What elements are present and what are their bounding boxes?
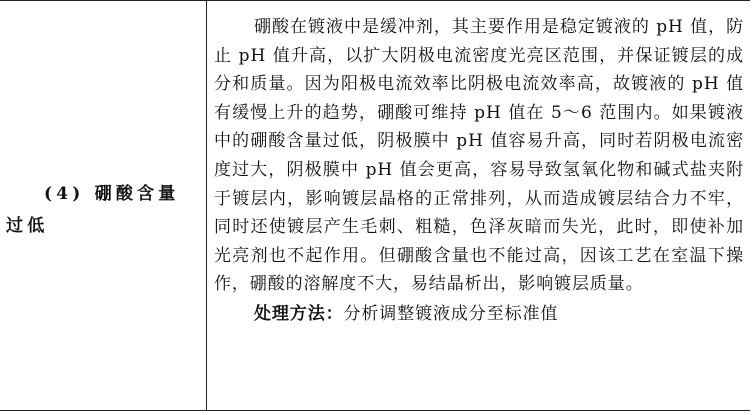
treatment-method (214, 299, 744, 329)
explanation-text: 硼酸在镀液中是缓冲剂，其主要作用是稳定镀液的 pH 值，防止 pH 值升高，以扩大阴极电流密度光亮区范围，并保证镀层的成分和质量。因为阳极电流效率比阴极电流效率高，故镀液的 pH 值有缓慢上升的趋势，硼酸可维持 pH 值在 5～6 范围内。如果镀液中的硼酸含量过低，阴极膜中 pH 值容易升高，同时若阴极电流密度过大，阴极膜中 pH 值会更高，容易导致氢氧化物和碱式盐夹附于镀层内，影响镀层晶格的正常排列，从而造成镀层结合力不牢，同时还使镀层产生毛刺、粗糙，色泽灰暗而失光，此时，即使补加光亮剂也不起作用。但硼酸含量也不能过高，因该工艺在室温下操作，硼酸的溶解度不大，易结晶析出，影响镀层质量。 (214, 17, 744, 295)
treatment-method-text: 分析调整镀液成分至标准值 (343, 303, 559, 324)
cause-cell (0, 1, 206, 410)
treatment-method-label: 处理方法： (254, 303, 344, 324)
explanation-cell (214, 13, 744, 329)
column-divider (206, 1, 207, 410)
cause-label: (4) 硼酸含量过低 (6, 184, 180, 236)
